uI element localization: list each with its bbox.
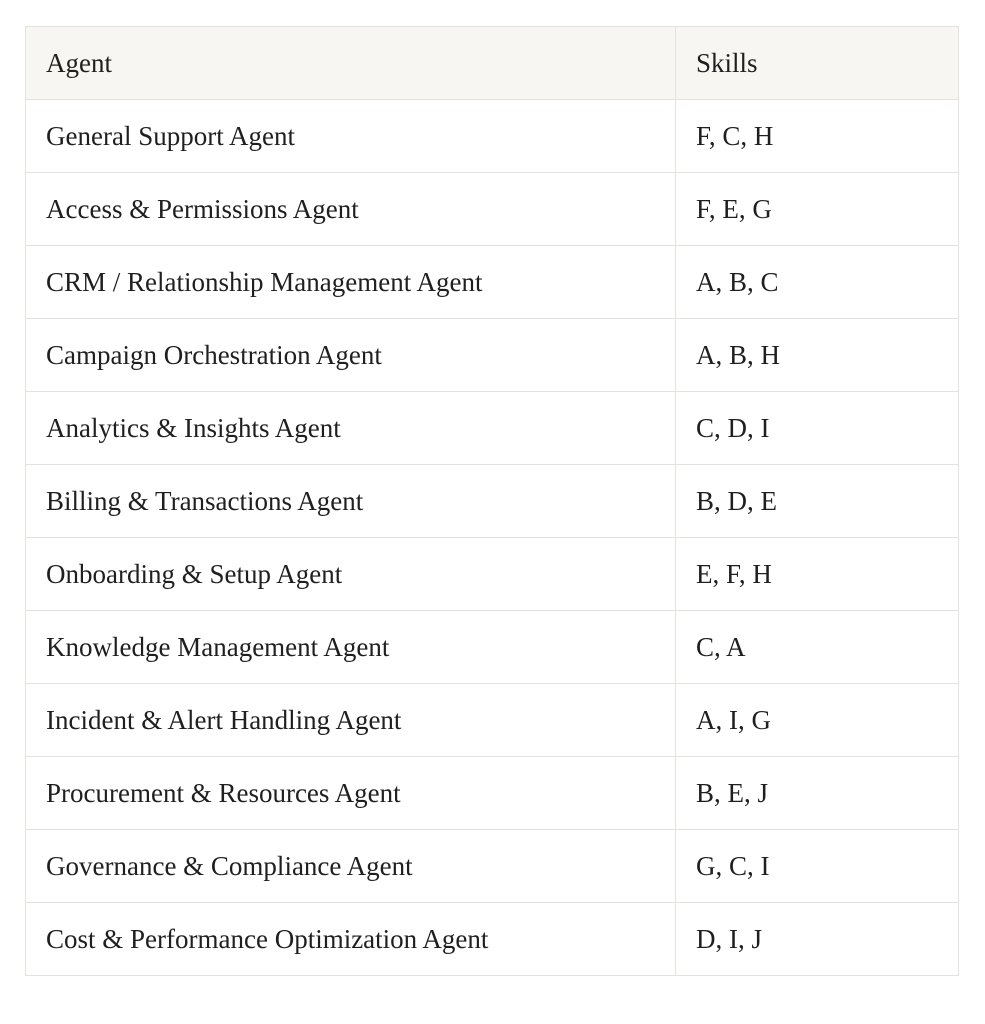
agent-cell: General Support Agent bbox=[26, 100, 676, 173]
skills-cell: E, F, H bbox=[676, 538, 959, 611]
agent-cell: Onboarding & Setup Agent bbox=[26, 538, 676, 611]
skills-cell: F, C, H bbox=[676, 100, 959, 173]
agent-cell: Billing & Transactions Agent bbox=[26, 465, 676, 538]
agent-cell: Analytics & Insights Agent bbox=[26, 392, 676, 465]
table-body bbox=[26, 100, 959, 976]
agent-cell: Governance & Compliance Agent bbox=[26, 830, 676, 903]
table-row bbox=[26, 465, 959, 538]
header-row bbox=[26, 27, 959, 100]
agent-column-header: Agent bbox=[26, 27, 676, 100]
skills-cell: A, B, C bbox=[676, 246, 959, 319]
skills-cell: C, A bbox=[676, 611, 959, 684]
skills-cell: C, D, I bbox=[676, 392, 959, 465]
table-row bbox=[26, 757, 959, 830]
skills-cell: F, E, G bbox=[676, 173, 959, 246]
agent-skills-table bbox=[25, 26, 959, 976]
table-row bbox=[26, 392, 959, 465]
skills-cell: A, B, H bbox=[676, 319, 959, 392]
table-row bbox=[26, 684, 959, 757]
table-row bbox=[26, 246, 959, 319]
agent-cell: Incident & Alert Handling Agent bbox=[26, 684, 676, 757]
table-row bbox=[26, 538, 959, 611]
skills-cell: D, I, J bbox=[676, 903, 959, 976]
agent-cell: Access & Permissions Agent bbox=[26, 173, 676, 246]
table-header bbox=[26, 27, 959, 100]
table-row bbox=[26, 173, 959, 246]
agent-cell: Procurement & Resources Agent bbox=[26, 757, 676, 830]
table-row bbox=[26, 319, 959, 392]
skills-cell: B, E, J bbox=[676, 757, 959, 830]
skills-cell: B, D, E bbox=[676, 465, 959, 538]
skills-cell: A, I, G bbox=[676, 684, 959, 757]
agent-cell: Campaign Orchestration Agent bbox=[26, 319, 676, 392]
skills-column-header: Skills bbox=[676, 27, 959, 100]
agent-cell: CRM / Relationship Management Agent bbox=[26, 246, 676, 319]
agent-skills-table-container bbox=[25, 26, 958, 976]
skills-cell: G, C, I bbox=[676, 830, 959, 903]
table-row bbox=[26, 830, 959, 903]
table-row bbox=[26, 611, 959, 684]
table-row bbox=[26, 903, 959, 976]
agent-cell: Cost & Performance Optimization Agent bbox=[26, 903, 676, 976]
agent-cell: Knowledge Management Agent bbox=[26, 611, 676, 684]
table-row bbox=[26, 100, 959, 173]
